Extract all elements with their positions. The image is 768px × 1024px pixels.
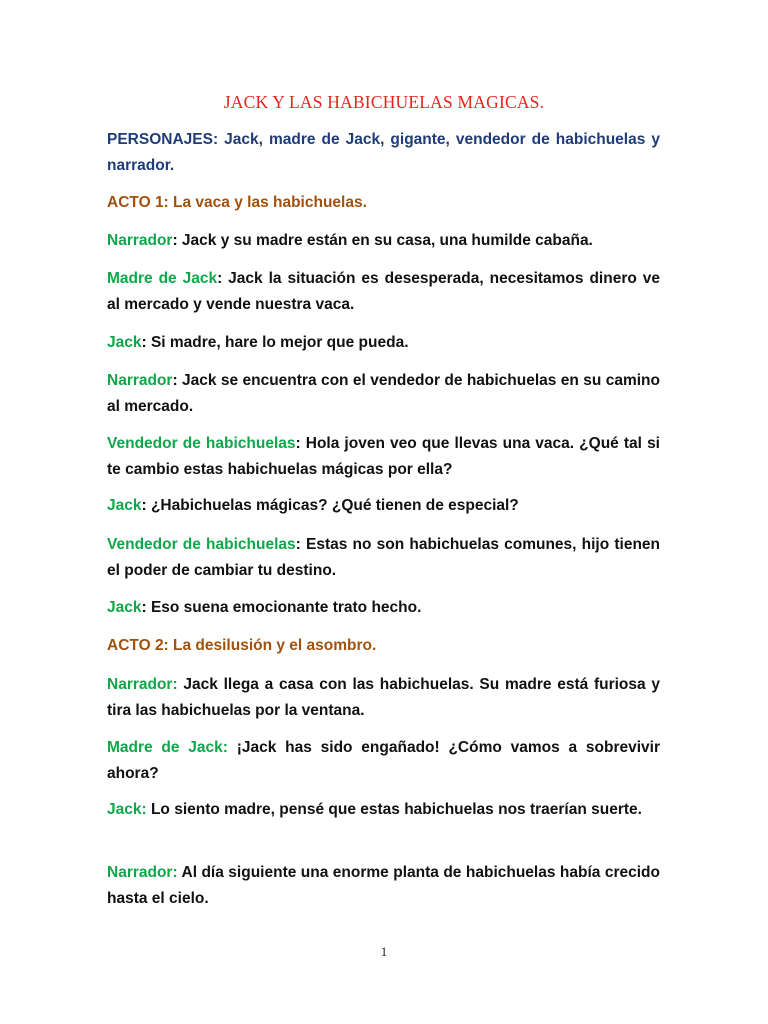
dialogue-text: Jack llega a casa con las habichuelas. Su madre está furiosa y tira las habichuelas por la ventana.: [107, 676, 660, 719]
dialogue-line: [107, 431, 660, 482]
speaker-name: Jack: [107, 497, 142, 514]
dialogue-text: : Eso suena emocionante trato hecho.: [141, 599, 422, 616]
page-number: 1: [380, 944, 388, 959]
dialogue-line: [107, 860, 660, 911]
dialogue-line: [107, 493, 660, 519]
act-1-heading: ACTO 1: La vaca y las habichuelas.: [107, 194, 367, 211]
speaker-name: Narrador:: [107, 864, 178, 881]
speaker-name: Narrador:: [107, 676, 178, 693]
dialogue-text: : Si madre, hare lo mejor que pueda.: [141, 334, 409, 351]
dialogue-line: [107, 368, 660, 419]
speaker-name: Narrador: [107, 232, 173, 249]
speaker-name: Vendedor de habichuelas: [107, 435, 296, 452]
dialogue-line: [107, 797, 660, 823]
dialogue-text: : Hola joven veo que llevas una vaca. ¿Qué tal si te cambio estas habichuelas mágicas por ella?: [107, 435, 660, 478]
speaker-name: Jack: [107, 334, 142, 351]
dialogue-text: : Estas no son habichuelas comunes, hijo tienen el poder de cambiar tu destino.: [107, 536, 661, 579]
dialogue-text: : Jack la situación es desesperada, necesitamos dinero ve al mercado y vende nuestra vaca.: [107, 270, 660, 313]
dialogue-text: ¡Jack has sido engañado! ¿Cómo vamos a sobrevivir ahora?: [107, 739, 660, 782]
speaker-name: Jack: [107, 599, 142, 616]
act-2-heading: ACTO 2: La desilusión y el asombro.: [107, 637, 377, 654]
dialogue-line: [107, 266, 660, 317]
dialogue-text: Al día siguiente una enorme planta de habichuelas había crecido hasta el cielo.: [107, 864, 660, 907]
dialogue-line: [107, 672, 660, 723]
dialogue-text: Lo siento madre, pensé que estas habichuelas nos traerían suerte.: [146, 801, 642, 818]
dialogue-text: : Jack y su madre están en su casa, una humilde cabaña.: [172, 232, 593, 249]
dialogue-line: [107, 735, 660, 786]
speaker-name: Jack:: [107, 801, 147, 818]
speaker-name: Madre de Jack: [107, 270, 218, 287]
dialogue-line: [107, 228, 660, 254]
speaker-name: Vendedor de habichuelas: [107, 536, 296, 553]
dialogue-line: [107, 532, 660, 583]
dialogue-line: [107, 595, 660, 621]
personajes-text: Jack, madre de Jack, gigante, vendedor de habichuelas y narrador.: [107, 131, 660, 174]
dialogue-text: : Jack se encuentra con el vendedor de habichuelas en su camino al mercado.: [107, 372, 660, 415]
personajes-label: PERSONAJES:: [107, 131, 219, 148]
dialogue-text: : ¿Habichuelas mágicas? ¿Qué tienen de especial?: [141, 497, 519, 514]
speaker-name: Narrador: [107, 372, 173, 389]
speaker-name: Madre de Jack:: [107, 739, 228, 756]
document-title: JACK Y LAS HABICHUELAS MAGICAS.: [223, 92, 545, 112]
dialogue-line: [107, 330, 660, 356]
personajes-paragraph: [107, 127, 660, 178]
